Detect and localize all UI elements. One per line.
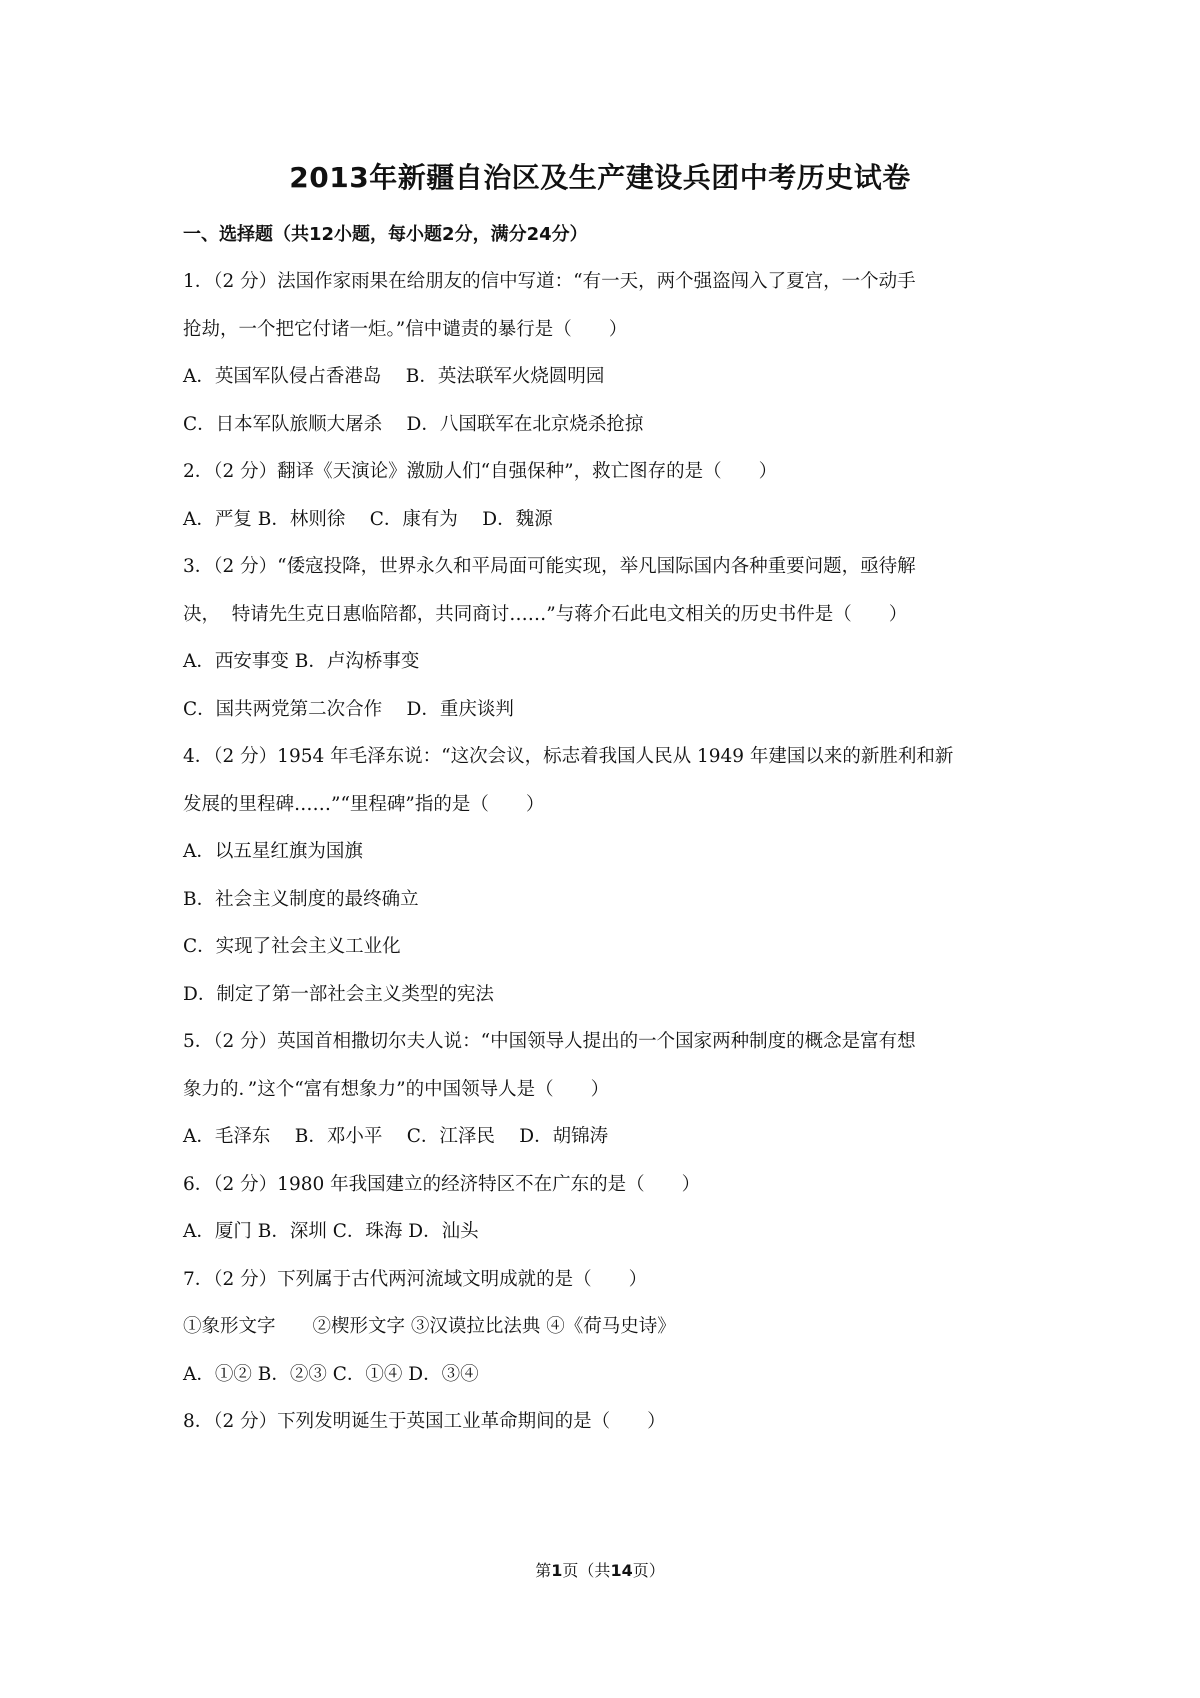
question-stem-line: 4．（2 分）1954 年毛泽东说：“这次会议，标志着我国人民从 1949 年建国以来的新胜利和新 xyxy=(183,746,954,767)
answer-options-line: D．制定了第一部社会主义类型的宪法 xyxy=(183,983,494,1005)
answer-options-line: A．西安事变 B．卢沟桥事变 xyxy=(183,651,420,672)
answer-options-line: A．厦门 B．深圳 C．珠海 D．汕头 xyxy=(183,1221,479,1242)
page-title: 2013年新疆自治区及生产建设兵团中考历史试卷 xyxy=(289,161,911,194)
answer-options-line: C．实现了社会主义工业化 xyxy=(183,936,401,957)
footer-suffix: 页） xyxy=(632,1561,665,1580)
footer-page-number: 1 xyxy=(551,1561,563,1580)
question-2 xyxy=(183,448,1033,543)
question-stem-line: 3．（2 分）“倭寇投降，世界永久和平局面可能实现，举凡国际国内各种重要问题，亟待解 xyxy=(183,556,916,577)
question-7 xyxy=(183,1256,1033,1399)
answer-options-line: C．日本军队旅顺大屠杀 D．八国联军在北京烧杀抢掠 xyxy=(183,413,644,435)
question-stem-line: 发展的里程碑……”“里程碑”指的是（ ） xyxy=(183,793,545,815)
answer-options-line: A．以五星红旗为国旗 xyxy=(183,841,363,862)
question-stem-line: 6．（2 分）1980 年我国建立的经济特区不在广东的是（ ） xyxy=(183,1173,701,1195)
question-8 xyxy=(183,1398,1033,1446)
question-3 xyxy=(183,543,1033,733)
question-stem-line: 决， 特请先生克日惠临陪都，共同商讨……”与蒋介石此电文相关的历史书件是（ ） xyxy=(183,603,908,625)
question-stem-line: ①象形文字 ②楔形文字 ③汉谟拉比法典 ④《荷马史诗》 xyxy=(183,1316,676,1337)
question-stem-line: 5．（2 分）英国首相撒切尔夫人说：“中国领导人提出的一个国家两种制度的概念是富有想 xyxy=(183,1031,916,1052)
footer-page-total: 14 xyxy=(610,1561,633,1580)
question-5 xyxy=(183,1018,1033,1161)
answer-options-line: A．英国军队侵占香港岛 B．英法联军火烧圆明园 xyxy=(183,366,605,387)
footer-middle: 页（共 xyxy=(562,1561,611,1580)
section-heading: 一、选择题（共12小题，每小题2分，满分24分） xyxy=(183,224,588,245)
question-6 xyxy=(183,1161,1033,1256)
answer-options-line: B．社会主义制度的最终确立 xyxy=(183,888,419,910)
question-stem-line: 象力的．”这个“富有想象力”的中国领导人是（ ） xyxy=(183,1078,610,1100)
page-footer xyxy=(0,1558,1200,1581)
question-stem-line: 抢劫，一个把它付诸一炬。”信中谴责的暴行是（ ） xyxy=(183,318,628,340)
answer-options-line: A．①② B．②③ C．①④ D．③④ xyxy=(183,1363,479,1385)
answer-options-line: C．国共两党第二次合作 D．重庆谈判 xyxy=(183,698,514,720)
question-4 xyxy=(183,733,1033,1018)
footer-prefix: 第 xyxy=(535,1561,552,1580)
question-1 xyxy=(183,258,1033,448)
question-list xyxy=(183,258,1033,1446)
question-stem-line: 1．（2 分）法国作家雨果在给朋友的信中写道：“有一天，两个强盗闯入了夏宫，一个动手 xyxy=(183,271,916,292)
question-stem-line: 8．（2 分）下列发明诞生于英国工业革命期间的是（ ） xyxy=(183,1411,666,1432)
question-stem-line: 2．（2 分）翻译《天演论》激励人们“自强保种”，救亡图存的是（ ） xyxy=(183,461,778,482)
answer-options-line: A．严复 B．林则徐 C．康有为 D．魏源 xyxy=(183,508,553,530)
answer-options-line: A．毛泽东 B．邓小平 C．江泽民 D．胡锦涛 xyxy=(183,1126,609,1147)
question-stem-line: 7．（2 分）下列属于古代两河流域文明成就的是（ ） xyxy=(183,1268,648,1290)
